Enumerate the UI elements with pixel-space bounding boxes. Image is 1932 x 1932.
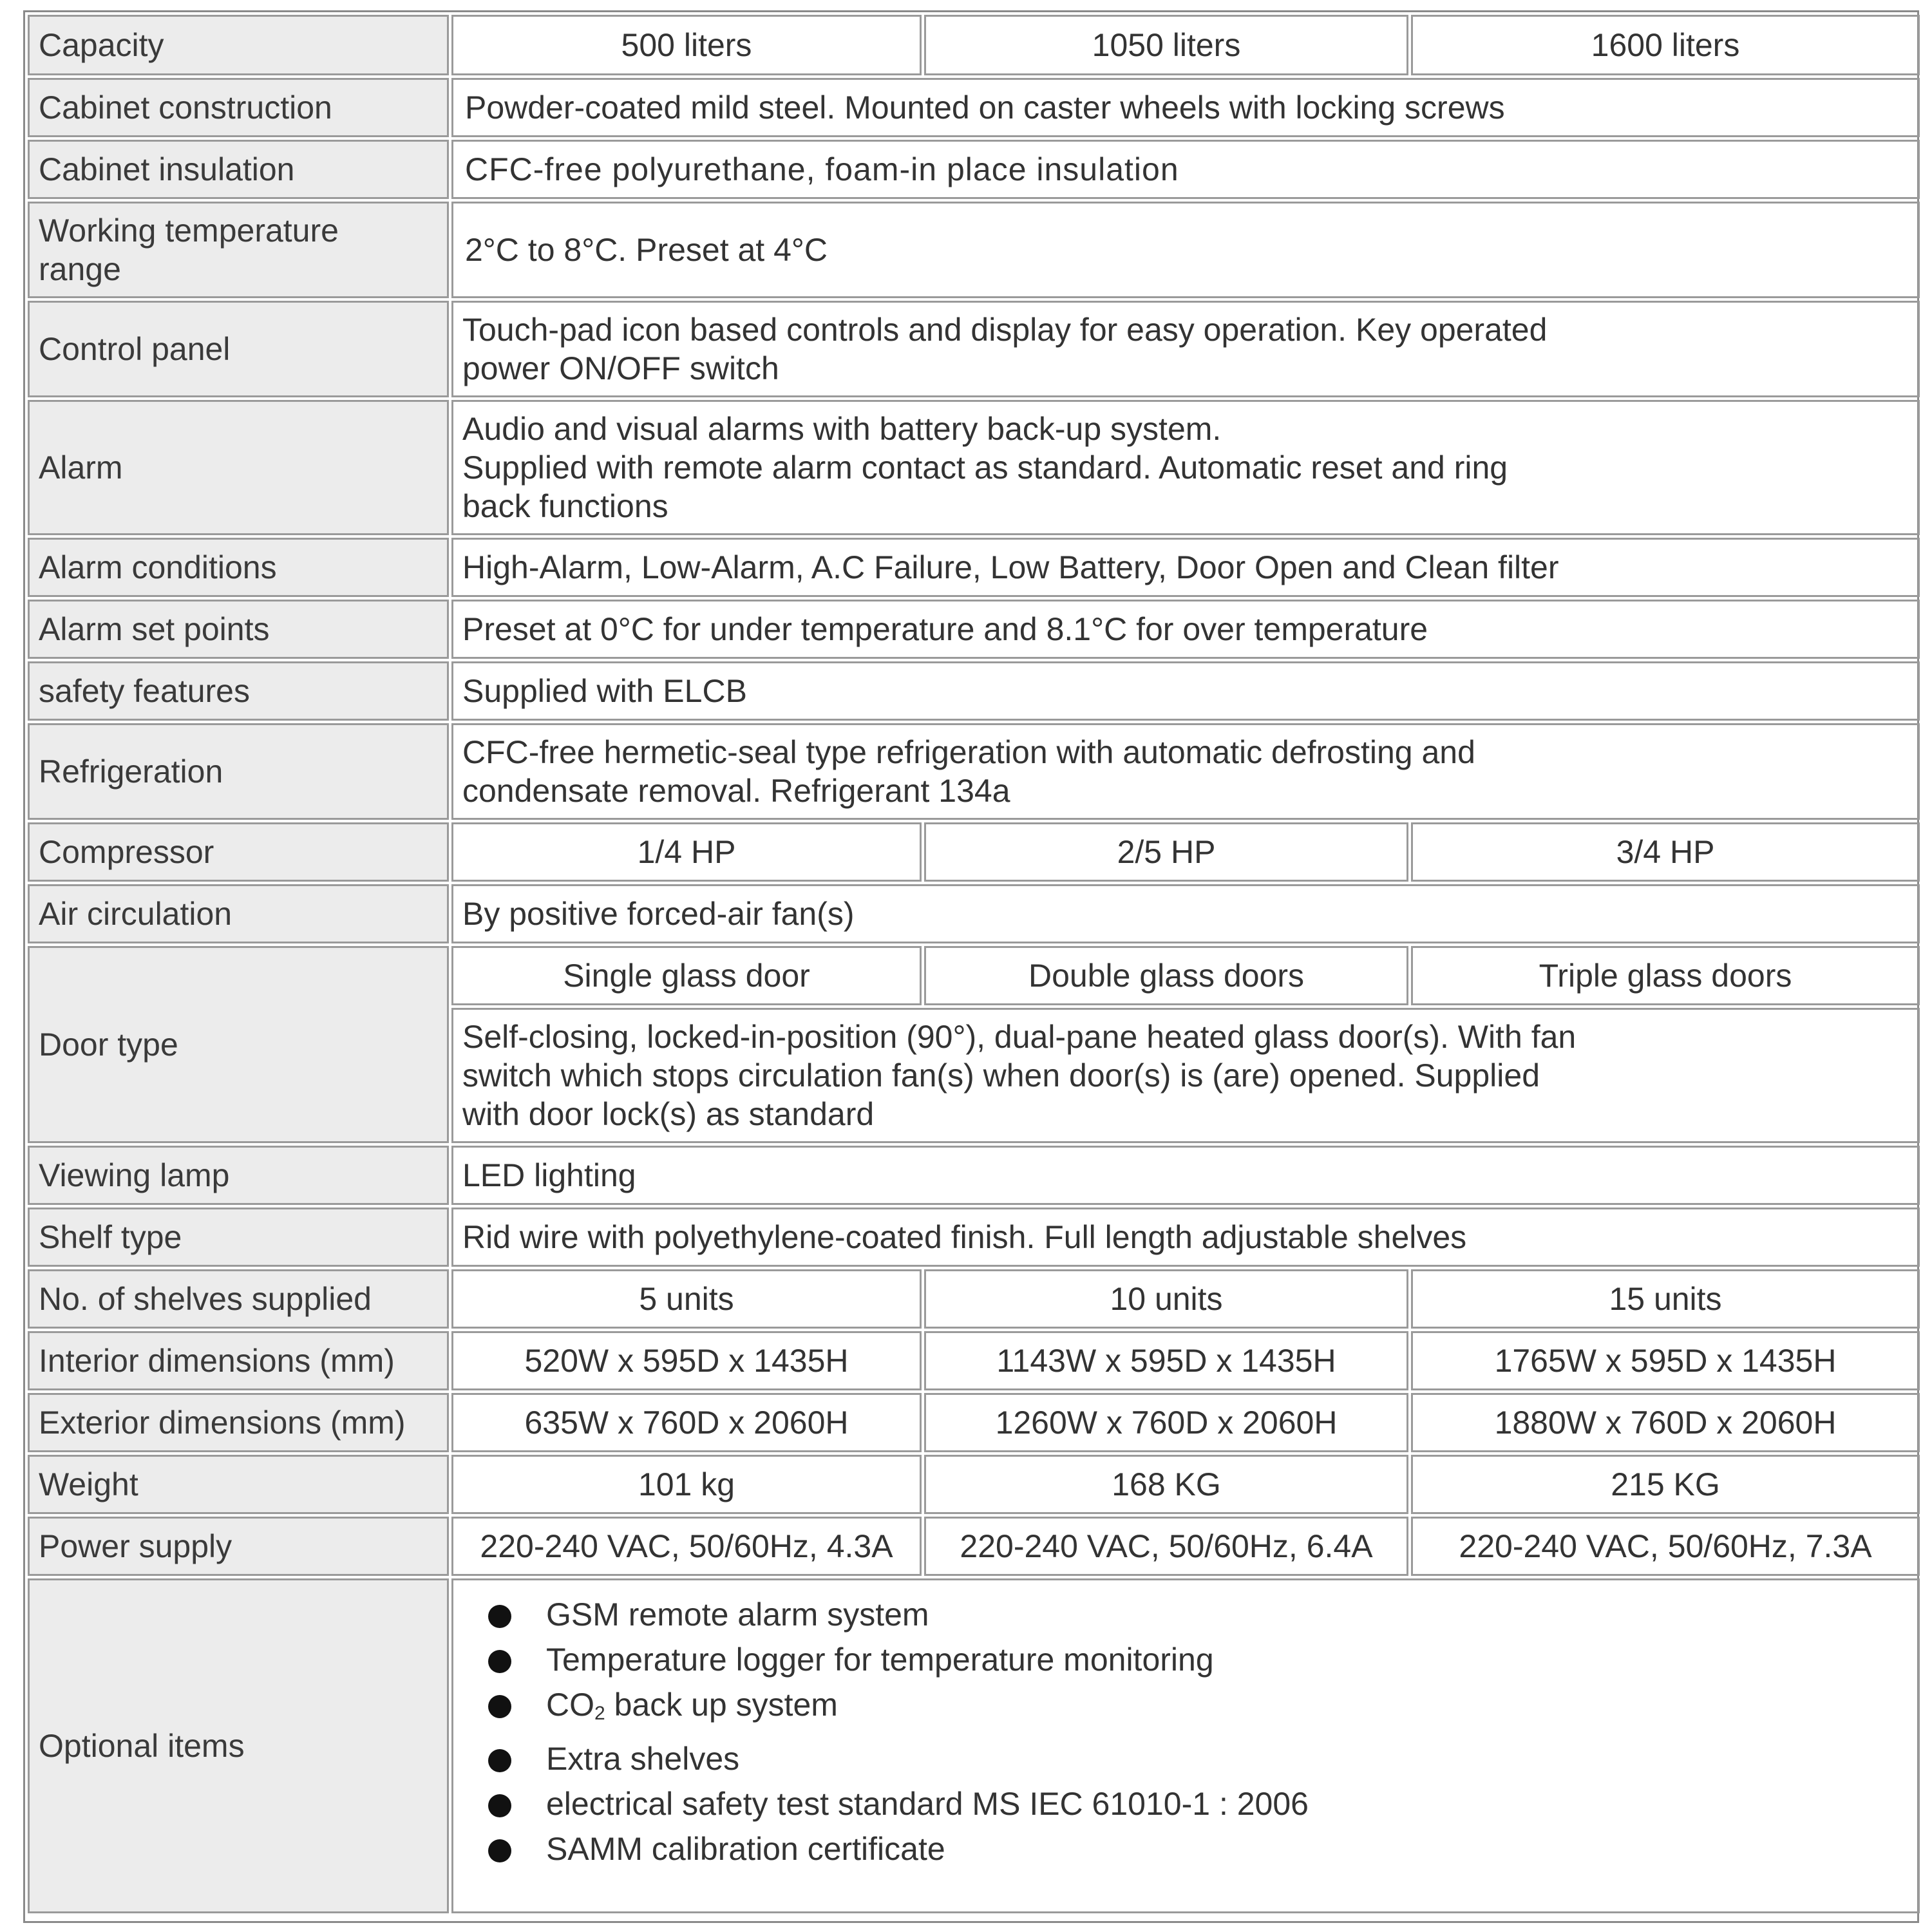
row-label: Control panel [28, 301, 449, 397]
table-row [28, 1331, 1920, 1390]
table-row [28, 884, 1920, 943]
cell-value: By positive forced-air fan(s) [451, 884, 1920, 943]
list-item [546, 1826, 1909, 1871]
row-label: Power supply [28, 1517, 449, 1576]
cell-value: 1880W x 760D x 2060H [1411, 1393, 1920, 1452]
row-label: Weight [28, 1455, 449, 1514]
cell-value: 10 units [924, 1269, 1408, 1329]
cell-value: 2°C to 8°C. Preset at 4°C [451, 202, 1920, 298]
cell-value: High-Alarm, Low-Alarm, A.C Failure, Low Battery, Door Open and Clean filter [451, 538, 1920, 597]
table-row [28, 1146, 1920, 1205]
cell-value: Single glass door [451, 946, 922, 1005]
cell-value: 1050 liters [924, 15, 1408, 75]
cell-value: 220-240 VAC, 50/60Hz, 6.4A [924, 1517, 1408, 1576]
table-row [28, 15, 1920, 75]
cell-value: 520W x 595D x 1435H [451, 1331, 922, 1390]
table-row [28, 202, 1920, 298]
cell-value: 15 units [1411, 1269, 1920, 1329]
cell-value: Supplied with ELCB [451, 661, 1920, 721]
row-label: Shelf type [28, 1208, 449, 1267]
spec-sheet [23, 10, 1919, 1923]
list-item [546, 1781, 1909, 1826]
bullet-icon [488, 1650, 511, 1673]
row-label: Viewing lamp [28, 1146, 449, 1205]
optional-items-list [462, 1580, 1909, 1883]
row-label: Cabinet construction [28, 78, 449, 137]
spec-table [25, 12, 1922, 1916]
table-row [28, 301, 1920, 397]
cell-value: CFC-free polyurethane, foam-in place insulation [451, 140, 1920, 199]
list-item [546, 1736, 1909, 1781]
row-label: Compressor [28, 822, 449, 882]
row-label: Alarm [28, 400, 449, 535]
cell-value: LED lighting [451, 1146, 1920, 1205]
table-row [28, 1393, 1920, 1452]
table-row [28, 822, 1920, 882]
item-text-subscript: 2 [594, 1703, 605, 1724]
table-row [28, 1455, 1920, 1514]
table-row [28, 1208, 1920, 1267]
table-row [28, 538, 1920, 597]
item-text: Extra shelves [546, 1741, 740, 1777]
row-label: Door type [28, 946, 449, 1143]
item-text-suffix: back up system [605, 1687, 838, 1723]
cell-value: 3/4 HP [1411, 822, 1920, 882]
cell-value: 101 kg [451, 1455, 922, 1514]
item-text: GSM remote alarm system [546, 1596, 929, 1633]
cell-value [451, 400, 1920, 535]
table-row [28, 1269, 1920, 1329]
bullet-icon [488, 1605, 511, 1628]
text-line: Self-closing, locked-in-position (90°), dual-pane heated glass door(s). With fan [462, 1019, 1577, 1055]
row-label [28, 202, 449, 298]
text-line: Touch-pad icon based controls and display for easy operation. Key operated [462, 312, 1548, 348]
cell-value: 220-240 VAC, 50/60Hz, 4.3A [451, 1517, 922, 1576]
item-text-prefix: CO [546, 1687, 594, 1723]
table-row [28, 1578, 1920, 1913]
label-line: Working temperature [39, 213, 339, 249]
row-label: Refrigeration [28, 723, 449, 820]
table-row [28, 600, 1920, 659]
cell-value: Triple glass doors [1411, 946, 1920, 1005]
table-row [28, 1517, 1920, 1576]
table-row [28, 78, 1920, 137]
row-label: Air circulation [28, 884, 449, 943]
text-line: with door lock(s) as standard [462, 1096, 875, 1132]
row-label: Interior dimensions (mm) [28, 1331, 449, 1390]
cell-value [451, 1008, 1920, 1143]
cell-value: 215 KG [1411, 1455, 1920, 1514]
cell-value: 1/4 HP [451, 822, 922, 882]
text-line: CFC-free hermetic-seal type refrigeration with automatic defrosting and [462, 734, 1475, 770]
row-label: No. of shelves supplied [28, 1269, 449, 1329]
text-line: switch which stops circulation fan(s) when door(s) is (are) opened. Supplied [462, 1057, 1540, 1094]
item-text: electrical safety test standard MS IEC 61010-1 : 2006 [546, 1786, 1309, 1822]
bullet-icon [488, 1839, 511, 1862]
table-row [28, 946, 1920, 1005]
cell-value: 2/5 HP [924, 822, 1408, 882]
row-label: Capacity [28, 15, 449, 75]
bullet-icon [488, 1695, 511, 1718]
cell-value: 1260W x 760D x 2060H [924, 1393, 1408, 1452]
row-label: Exterior dimensions (mm) [28, 1393, 449, 1452]
text-line: power ON/OFF switch [462, 350, 779, 386]
cell-value: 1143W x 595D x 1435H [924, 1331, 1408, 1390]
cell-value: 168 KG [924, 1455, 1408, 1514]
item-text: SAMM calibration certificate [546, 1831, 945, 1867]
bullet-icon [488, 1794, 511, 1817]
text-line: Supplied with remote alarm contact as standard. Automatic reset and ring [462, 450, 1508, 486]
row-label: safety features [28, 661, 449, 721]
label-line: range [39, 251, 121, 287]
cell-value: Rid wire with polyethylene-coated finish. Full length adjustable shelves [451, 1208, 1920, 1267]
text-line: condensate removal. Refrigerant 134a [462, 773, 1010, 809]
cell-value [451, 301, 1920, 397]
cell-value: 220-240 VAC, 50/60Hz, 7.3A [1411, 1517, 1920, 1576]
list-item [546, 1592, 1909, 1637]
text-line: Audio and visual alarms with battery back-up system. [462, 411, 1222, 447]
table-row [28, 140, 1920, 199]
cell-value: 5 units [451, 1269, 922, 1329]
table-row [28, 400, 1920, 535]
cell-value: Double glass doors [924, 946, 1408, 1005]
cell-value: 1765W x 595D x 1435H [1411, 1331, 1920, 1390]
cell-value: Preset at 0°C for under temperature and 8.1°C for over temperature [451, 600, 1920, 659]
item-text: Temperature logger for temperature monitoring [546, 1642, 1214, 1678]
row-label: Optional items [28, 1578, 449, 1913]
cell-value: 635W x 760D x 2060H [451, 1393, 922, 1452]
list-item [546, 1637, 1909, 1682]
optional-items-cell [451, 1578, 1920, 1913]
row-label: Alarm conditions [28, 538, 449, 597]
cell-value: 500 liters [451, 15, 922, 75]
list-item [546, 1682, 1909, 1736]
cell-value: 1600 liters [1411, 15, 1920, 75]
row-label: Cabinet insulation [28, 140, 449, 199]
table-row [28, 723, 1920, 820]
table-row [28, 661, 1920, 721]
bullet-icon [488, 1749, 511, 1772]
text-line: back functions [462, 488, 668, 524]
cell-value [451, 723, 1920, 820]
cell-value: Powder-coated mild steel. Mounted on caster wheels with locking screws [451, 78, 1920, 137]
row-label: Alarm set points [28, 600, 449, 659]
